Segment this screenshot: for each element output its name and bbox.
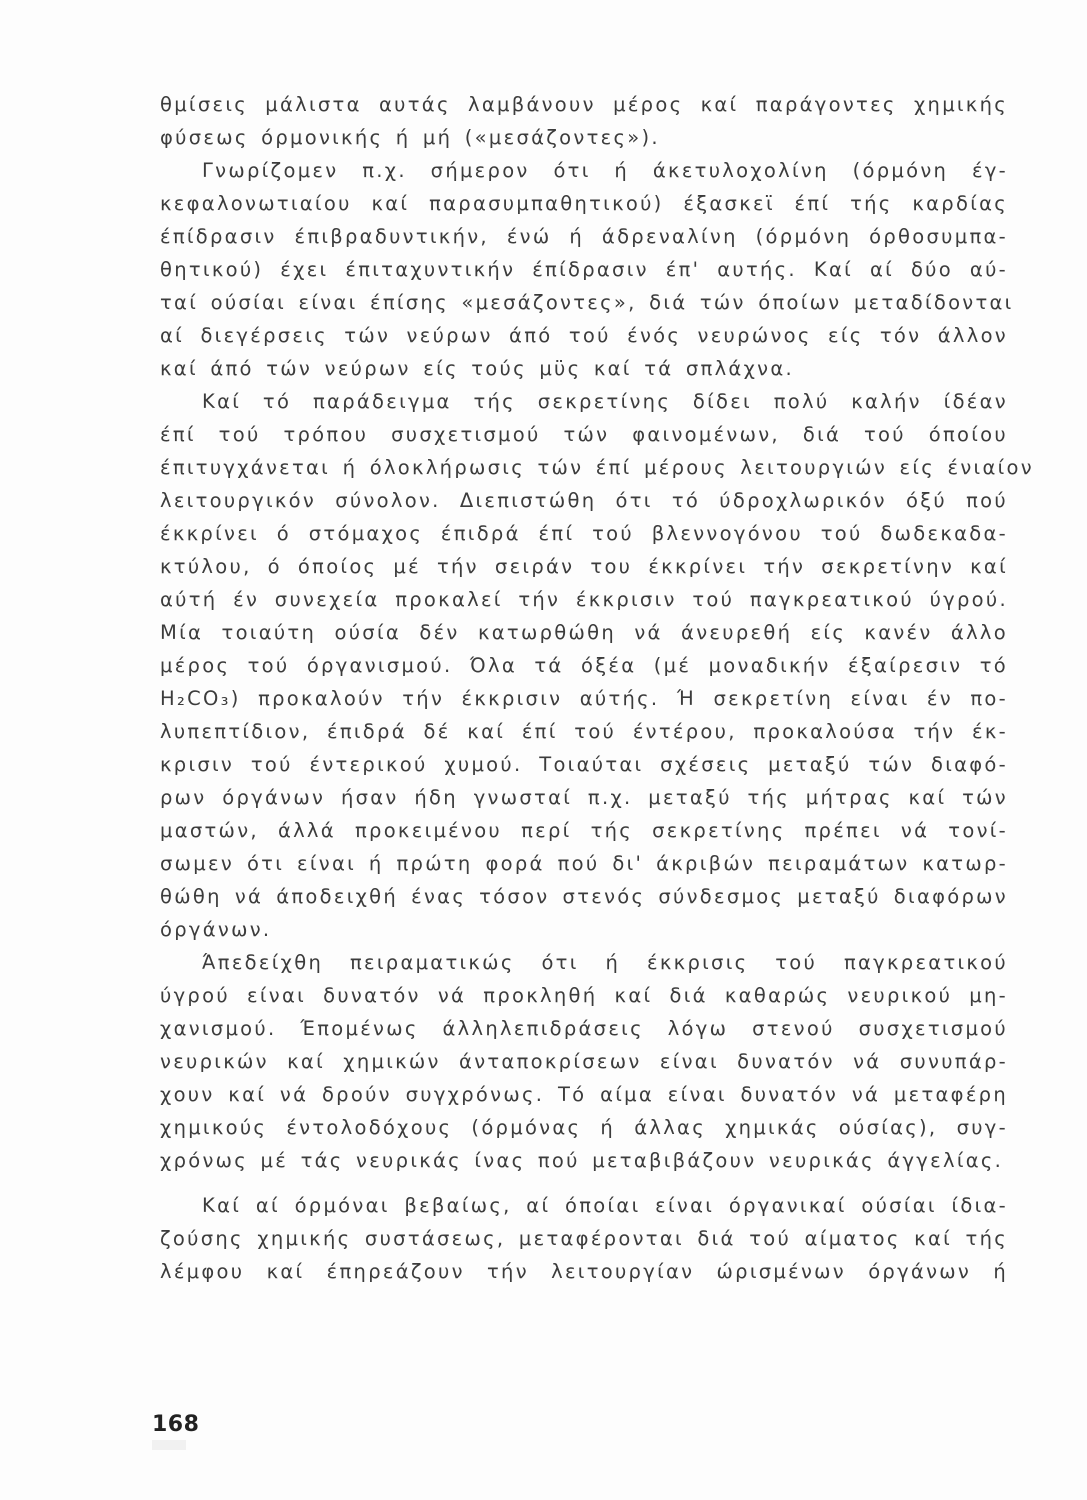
text-line: σωμεν ότι είναι ή πρώτη φορά πού δι' άκριβών πειραμάτων κατωρ-	[160, 852, 1008, 875]
text-line: θμίσεις μάλιστα αυτάς λαμβάνουν μέρος καί παράγοντες χημικής	[160, 93, 1008, 116]
text-line: θητικού) έχει έπιταχυντικήν έπίδρασιν έπ' αυτής. Καί αί δύο αύ-	[160, 258, 1008, 281]
text-line: λειτουργικόν σύνολον. Διεπιστώθη ότι τό ύδροχλωρικόν όξύ πού	[160, 489, 1008, 512]
paragraph	[160, 88, 1008, 154]
text-line: μέρος τού όργανισμού. Όλα τά όξέα (μέ μοναδικήν έξαίρεσιν τό	[160, 654, 1008, 677]
text-line: κρισιν τού έντερικού χυμού. Τοιαύται σχέσεις μεταξύ τών διαφό-	[160, 753, 1008, 776]
text-line: λέμφου καί έπηρεάζουν τήν λειτουργίαν ώρισμένων όργάνων ή	[160, 1260, 1008, 1283]
text-line: Άπεδείχθη πειραματικώς ότι ή έκκρισις τού παγκρεατικού	[202, 951, 1008, 974]
text-line: όργάνων.	[160, 918, 272, 941]
text-line: μαστών, άλλά προκειμένου περί τής σεκρετίνης πρέπει νά τονί-	[160, 819, 1008, 842]
text-line: έκκρίνει ό στόμαχος έπιδρά έπί τού βλεννογόνου τού δωδεκαδα-	[160, 522, 1008, 545]
text-line: αύτή έν συνεχεία προκαλεί τήν έκκρισιν τού παγκρεατικού ύγρού.	[160, 588, 1008, 611]
text-line: ύγρού είναι δυνατόν νά προκληθή καί διά καθαρώς νευρικού μη-	[160, 984, 1008, 1007]
text-line: νευρικών καί χημικών άνταποκρίσεων είναι δυνατόν νά συνυπάρ-	[160, 1050, 1008, 1073]
text-line: θώθη νά άποδειχθή ένας τόσον στενός σύνδεσμος μεταξύ διαφόρων	[160, 885, 1008, 908]
text-line: κεφαλονωτιαίου καί παρασυμπαθητικού) έξασκεϊ έπί τής καρδίας	[160, 192, 1008, 215]
text-line: χανισμού. Έπομένως άλληλεπιδράσεις λόγω στενού συσχετισμού	[160, 1017, 1008, 1040]
text-line: έπί τού τρόπου συσχετισμού τών φαινομένων, διά τού όποίου	[160, 423, 1008, 446]
text-line: χημικούς έντολοδόχους (όρμόνας ή άλλας χημικάς ούσίας), συγ-	[160, 1116, 1008, 1139]
text-line: καί άπό τών νεύρων είς τούς μϋς καί τά σπλάχνα.	[160, 357, 794, 380]
paragraph	[160, 154, 1014, 385]
text-line: έπιτυγχάνεται ή όλοκλήρωσις τών έπί μέρους λειτουργιών είς ένιαίον	[160, 456, 1034, 479]
paragraph-gap	[160, 1177, 1008, 1189]
text-line: χουν καί νά δρούν συγχρόνως. Τό αίμα είναι δυνατόν νά μεταφέρη	[160, 1083, 1008, 1106]
text-line: φύσεως όρμονικής ή μή («μεσάζοντες»).	[160, 126, 660, 149]
text-line: αί διεγέρσεις τών νεύρων άπό τού ένός νευρώνος είς τόν άλλον	[160, 324, 1008, 347]
text-line: έπίδρασιν έπιβραδυντικήν, ένώ ή άδρεναλίνη (όρμόνη όρθοσυμπα-	[160, 225, 1008, 248]
text-line: ρων όργάνων ήσαν ήδη γνωσταί π.χ. μεταξύ τής μήτρας καί τών	[160, 786, 1008, 809]
page-number-bleed	[152, 1440, 186, 1450]
text-line: λυπεπτίδιον, έπιδρά δέ καί έπί τού έντέρου, προκαλούσα τήν έκ-	[160, 720, 1008, 743]
text-line: ζούσης χημικής συστάσεως, μεταφέρονται διά τού αίματος καί τής	[160, 1227, 1008, 1250]
text-line: Μία τοιαύτη ούσία δέν κατωρθώθη νά άνευρεθή είς κανέν άλλο	[160, 621, 1008, 644]
paragraph	[160, 1189, 1008, 1288]
paragraph	[160, 385, 1034, 946]
page-number: 168	[152, 1412, 200, 1437]
text-line: χρόνως μέ τάς νευρικάς ίνας πού μεταβιβάζουν νευρικάς άγγελίας.	[160, 1149, 1004, 1172]
text-line: H₂CO₃) προκαλούν τήν έκκρισιν αύτής. Ή σεκρετίνη είναι έν πο-	[160, 687, 1008, 710]
text-line: Γνωρίζομεν π.χ. σήμερον ότι ή άκετυλοχολίνη (όρμόνη έγ-	[202, 159, 1008, 182]
text-line: ταί ούσίαι είναι έπίσης «μεσάζοντες», διά τών όποίων μεταδίδονται	[160, 291, 1014, 314]
paragraph	[160, 946, 1008, 1177]
text-line: κτύλου, ό όποίος μέ τήν σειράν του έκκρίνει τήν σεκρετίνην καί	[160, 555, 1008, 578]
text-line: Καί τό παράδειγμα τής σεκρετίνης δίδει πολύ καλήν ίδέαν	[202, 390, 1008, 413]
page-text	[160, 88, 1034, 1288]
text-line: Καί αί όρμόναι βεβαίως, αί όποίαι είναι όργανικαί ούσίαι ίδια-	[202, 1194, 1008, 1217]
